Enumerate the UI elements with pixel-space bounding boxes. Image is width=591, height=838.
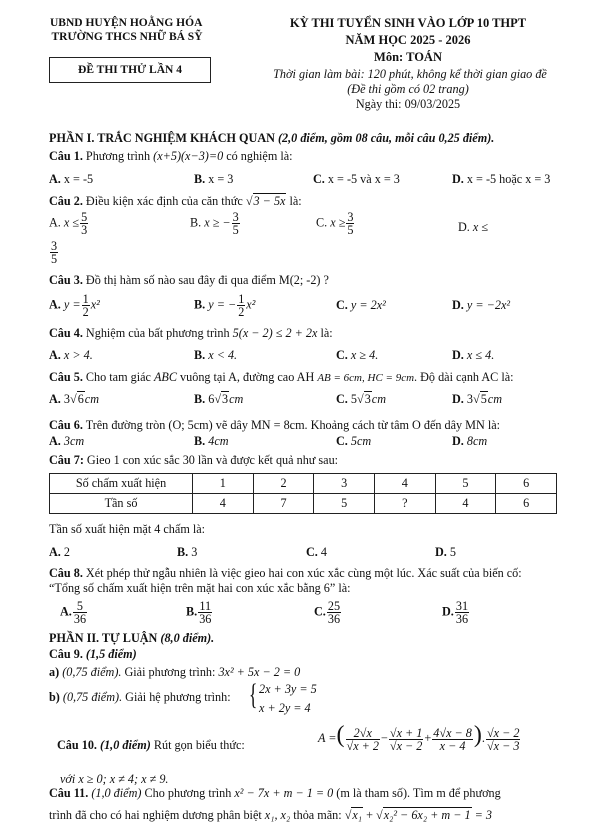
table-header-cell: Tần số bbox=[50, 494, 193, 514]
q7-option-a: A. 2 bbox=[49, 545, 70, 559]
question-11: Câu 11. (1,0 điểm) Cho phương trình x² − 7x + m − 1 = 0 (m là tham số). Tìm m để phương bbox=[49, 786, 501, 800]
table-cell: 4 bbox=[435, 494, 496, 514]
q10-condition: với x ≥ 0; x ≠ 4; x ≠ 9. bbox=[60, 772, 169, 786]
table-cell: 3 bbox=[314, 474, 375, 494]
q7-option-c: C. 4 bbox=[306, 545, 327, 559]
q3-option-c: C. y = 2x² bbox=[336, 298, 386, 312]
equation-system-brace: { bbox=[248, 678, 258, 711]
question-7: Câu 7: Gieo 1 con xúc sắc 30 lần và được kết quả như sau: bbox=[49, 453, 339, 467]
q6-option-c: C. 5cm bbox=[336, 434, 372, 448]
table-header-cell: Số chấm xuất hiện bbox=[50, 474, 193, 494]
exam-title: KỲ THI TUYỂN SINH VÀO LỚP 10 THPT bbox=[289, 16, 527, 30]
q4-option-a: A. x > 4. bbox=[49, 348, 93, 362]
school-name: TRƯỜNG THCS NHỮ BÁ SỸ bbox=[51, 31, 203, 43]
question-4: Câu 4. Nghiệm của bất phương trình 5(x − 2) ≤ 2 + 2x là: bbox=[49, 326, 333, 340]
q2-option-a: A. x ≤ $\frac{5}{3}$ bbox=[49, 210, 88, 238]
table-cell: 4 bbox=[374, 474, 435, 494]
q8-option-d: D. $\frac{31}{36}$ bbox=[442, 599, 469, 627]
table-cell: 4 bbox=[193, 494, 254, 514]
table-cell: 5 bbox=[314, 494, 375, 514]
q2-option-d-fraction: $\frac{3}{5}$ bbox=[51, 239, 58, 267]
q10-expression: A =( $\frac{2√x}{√x + 2}$ − $\frac{√x + 1}{√x - 2}$ + $\frac{4√x - 8}{x - 4}$ ). $\frac{√x - 2}{√x - 3}$ bbox=[318, 722, 520, 753]
question-8-line2: “Tổng số chấm xuất hiện trên mặt hai con xúc xắc bằng 6” là: bbox=[49, 581, 351, 595]
question-8: Câu 8. Xét phép thử ngẫu nhiên là việc gieo hai con xúc xắc cùng một lúc. Xác suất của biến cố: bbox=[49, 566, 522, 580]
table-cell: 5 bbox=[435, 474, 496, 494]
q6-option-b: B. 4cm bbox=[194, 434, 229, 448]
table-cell: ? bbox=[374, 494, 435, 514]
q6-option-d: D. 8cm bbox=[452, 434, 488, 448]
q7-subquestion: Tần số xuất hiện mặt 4 chấm là: bbox=[49, 522, 206, 536]
q8-option-b: B. $\frac{11}{36}$ bbox=[186, 599, 212, 627]
q7-option-d: D. 5 bbox=[435, 545, 456, 559]
q2-option-c: C. x ≥ $\frac{3}{5}$ bbox=[316, 210, 354, 238]
exam-label: ĐỀ THI THỬ LẦN 4 bbox=[78, 64, 182, 76]
table-cell: 6 bbox=[496, 494, 557, 514]
q3-option-b: B. y = − $\frac{1}{2}$ x² bbox=[194, 292, 256, 320]
system-equation-1: 2x + 3y = 5 bbox=[259, 682, 317, 696]
school-year: NĂM HỌC 2025 - 2026 bbox=[345, 33, 471, 47]
q6-option-a: A. 3cm bbox=[49, 434, 85, 448]
table-cell: 1 bbox=[193, 474, 254, 494]
frequency-table bbox=[49, 473, 557, 514]
table-cell: 6 bbox=[496, 474, 557, 494]
part2-heading: PHẦN II. TỰ LUẬN (8,0 điểm). bbox=[49, 631, 215, 645]
exam-label-box bbox=[49, 57, 211, 83]
q1-option-c: C. x = -5 và x = 3 bbox=[313, 172, 400, 186]
q5-option-b: B. 6√3cm bbox=[194, 392, 244, 406]
q9-part-b: b) (0,75 điểm). Giải hệ phương trình: bbox=[49, 690, 231, 704]
table-cell: 7 bbox=[253, 494, 314, 514]
question-2: Câu 2. Điều kiện xác định của căn thức √3 − 5x là: bbox=[49, 194, 302, 208]
q3-option-a: A. y = $\frac{1}{2}$ x² bbox=[49, 292, 100, 320]
page-count: (Đề thi gồm có 02 trang) bbox=[347, 82, 469, 96]
exam-date: Ngày thi: 09/03/2025 bbox=[355, 97, 461, 111]
system-equation-2: x + 2y = 4 bbox=[259, 701, 311, 715]
q5-option-c: C. 5√3cm bbox=[336, 392, 387, 406]
q5-option-d: D. 3√5cm bbox=[452, 392, 503, 406]
q5-option-a: A. 3√6cm bbox=[49, 392, 100, 406]
district-name: UBND HUYỆN HOẰNG HÓA bbox=[50, 17, 203, 29]
q3-option-d: D. y = −2x² bbox=[452, 298, 511, 312]
q7-option-b: B. 3 bbox=[177, 545, 198, 559]
part1-heading: PHẦN I. TRẮC NGHIỆM KHÁCH QUAN (2,0 điểm, gồm 08 câu, mỗi câu 0,25 điểm). bbox=[49, 131, 495, 145]
question-1: Câu 1. Phương trình (x+5)(x−3)=0 có nghiệm là: bbox=[49, 149, 293, 163]
question-11-line2: trình đã cho có hai nghiệm dương phân biệt x₁, x₂ thỏa mãn: √x₁ + √x₂² − 6x₂ + m − 1 = 3 bbox=[49, 808, 493, 822]
q8-option-c: C. $\frac{25}{36}$ bbox=[314, 599, 341, 627]
question-9: Câu 9. (1,5 điểm) bbox=[49, 647, 137, 661]
question-6: Câu 6. Trên đường tròn (O; 5cm) vẽ dây MN = 8cm. Khoảng cách từ tâm O đến dây MN là: bbox=[49, 418, 501, 432]
q8-option-a: A. $\frac{5}{36}$ bbox=[60, 599, 87, 627]
q9-part-a: a) (0,75 điểm). Giải phương trình: 3x² + 5x − 2 = 0 bbox=[49, 665, 301, 679]
q2-option-b: B. x ≥ − $\frac{3}{5}$ bbox=[190, 210, 239, 238]
time-limit: Thời gian làm bài: 120 phút, không kể thời gian giao đề bbox=[273, 67, 547, 81]
table-row bbox=[50, 494, 557, 514]
q1-option-a: A. x = -5 bbox=[49, 172, 94, 186]
subject: Môn: TOÁN bbox=[374, 50, 442, 64]
question-10: Câu 10. (1,0 điểm) Rút gọn biểu thức: bbox=[57, 738, 245, 752]
table-row bbox=[50, 474, 557, 494]
q1-option-d: D. x = -5 hoặc x = 3 bbox=[452, 172, 551, 186]
q4-option-d: D. x ≤ 4. bbox=[452, 348, 495, 362]
q1-option-b: B. x = 3 bbox=[194, 172, 234, 186]
q4-option-b: B. x < 4. bbox=[194, 348, 238, 362]
q2-option-d: D. x ≤ bbox=[458, 220, 489, 234]
q4-option-c: C. x ≥ 4. bbox=[336, 348, 379, 362]
question-3: Câu 3. Đồ thị hàm số nào sau đây đi qua điểm M(2; -2) ? bbox=[49, 273, 329, 287]
table-cell: 2 bbox=[253, 474, 314, 494]
question-5: Câu 5. Cho tam giác ABC vuông tại A, đường cao AH AB = 6cm, HC = 9cm. Độ dài cạnh AC là: bbox=[49, 370, 514, 384]
